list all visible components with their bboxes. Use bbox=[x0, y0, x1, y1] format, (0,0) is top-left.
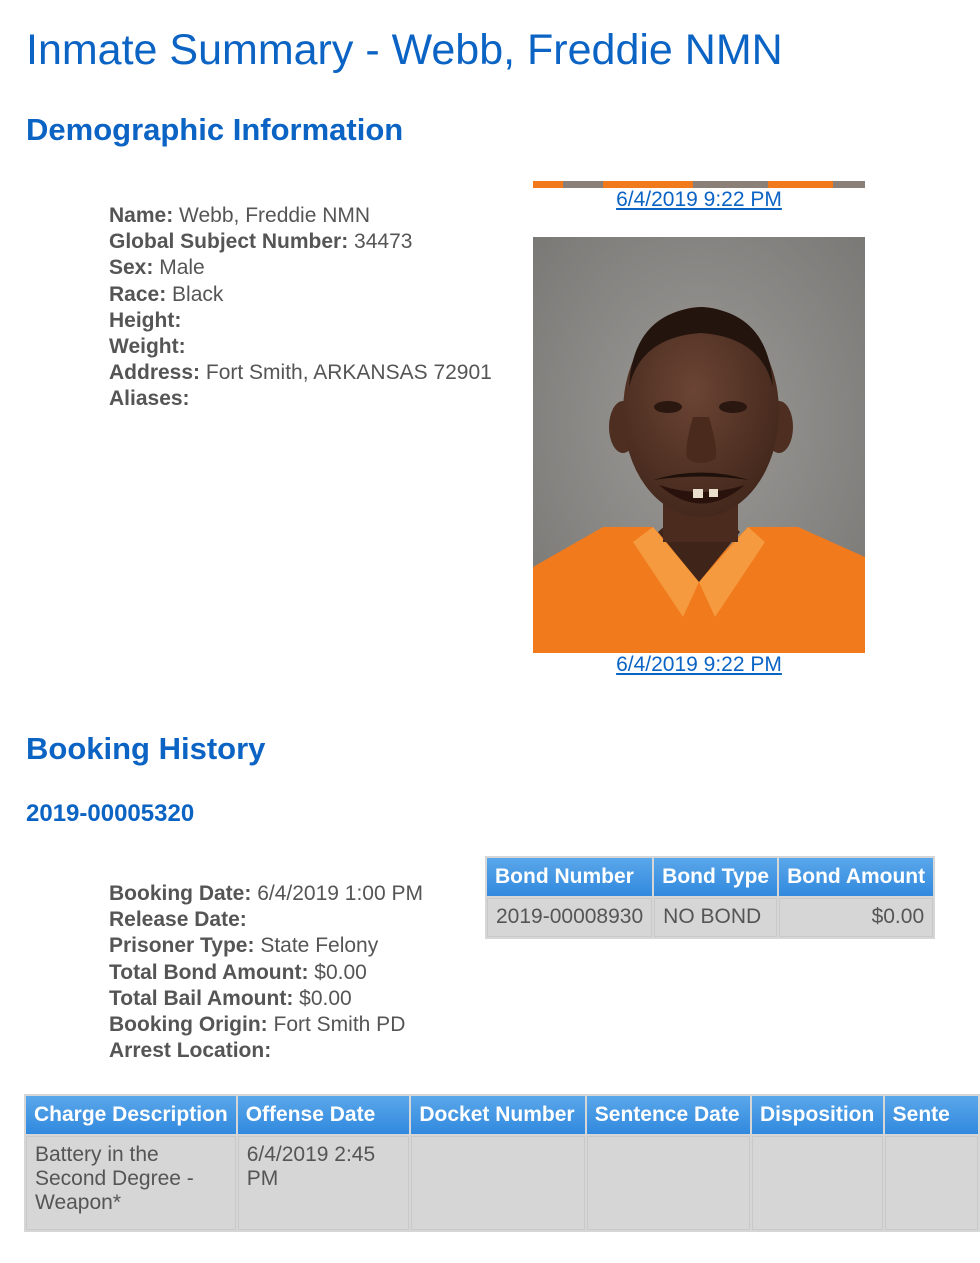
disposition-header: Disposition bbox=[752, 1096, 883, 1134]
bond-number-cell: 2019-00008930 bbox=[487, 898, 652, 937]
docket-number-header: Docket Number bbox=[411, 1096, 584, 1134]
bond-table bbox=[485, 856, 935, 939]
docket-number-cell bbox=[411, 1136, 584, 1230]
photo-date-link[interactable]: 6/4/2019 9:22 PM bbox=[616, 188, 782, 211]
photo-date-link[interactable]: 6/4/2019 9:22 PM bbox=[616, 653, 782, 676]
sentence-header: Sente bbox=[885, 1096, 978, 1134]
field-race: Race: Black bbox=[109, 282, 224, 306]
offense-date-header: Offense Date bbox=[238, 1096, 410, 1134]
charges-table-header bbox=[26, 1096, 978, 1134]
demographic-heading: Demographic Information bbox=[26, 112, 404, 147]
charge-description-cell: Battery in the Second Degree - Weapon* bbox=[26, 1136, 236, 1230]
offense-date-cell: 6/4/2019 2:45 PM bbox=[238, 1136, 410, 1230]
field-release-date: Release Date: bbox=[109, 908, 247, 932]
field-sex: Sex: Male bbox=[109, 256, 205, 280]
sentence-date-header: Sentence Date bbox=[587, 1096, 750, 1134]
field-total-bail-amount: Total Bail Amount: $0.00 bbox=[109, 986, 352, 1010]
field-booking-origin: Booking Origin: Fort Smith PD bbox=[109, 1013, 406, 1037]
page-title: Inmate Summary - Webb, Freddie NMN bbox=[26, 26, 783, 74]
demographic-fields bbox=[109, 203, 492, 413]
field-global-subject-number: Global Subject Number: 34473 bbox=[109, 230, 413, 254]
previous-photo-crop[interactable] bbox=[533, 181, 865, 188]
field-height: Height: bbox=[109, 308, 182, 332]
field-aliases: Aliases: bbox=[109, 387, 190, 411]
charge-description-header: Charge Description bbox=[26, 1096, 236, 1134]
booking-number: 2019-00005320 bbox=[26, 800, 195, 827]
table-row bbox=[26, 1136, 978, 1230]
bond-table-header bbox=[487, 858, 933, 896]
field-prisoner-type: Prisoner Type: State Felony bbox=[109, 934, 379, 958]
bond-amount-header: Bond Amount bbox=[779, 858, 933, 896]
sentence-cell bbox=[885, 1136, 978, 1230]
bond-type-cell: NO BOND bbox=[654, 898, 777, 937]
bond-amount-cell: $0.00 bbox=[779, 898, 933, 937]
field-address: Address: Fort Smith, ARKANSAS 72901 bbox=[109, 361, 492, 385]
field-total-bond-amount: Total Bond Amount: $0.00 bbox=[109, 960, 367, 984]
disposition-cell bbox=[752, 1136, 883, 1230]
field-arrest-location: Arrest Location: bbox=[109, 1039, 272, 1063]
bond-type-header: Bond Type bbox=[654, 858, 777, 896]
sentence-date-cell bbox=[587, 1136, 750, 1230]
bond-number-header: Bond Number bbox=[487, 858, 652, 896]
field-booking-date: Booking Date: 6/4/2019 1:00 PM bbox=[109, 882, 423, 905]
booking-fields bbox=[109, 881, 423, 1064]
mugshot-photo[interactable] bbox=[533, 237, 865, 653]
field-weight: Weight: bbox=[109, 335, 186, 359]
charges-table bbox=[24, 1094, 980, 1232]
booking-history-heading: Booking History bbox=[26, 731, 266, 766]
table-row bbox=[487, 898, 933, 937]
field-name: Name: Webb, Freddie NMN bbox=[109, 204, 371, 227]
charges-table-container bbox=[24, 1094, 980, 1244]
